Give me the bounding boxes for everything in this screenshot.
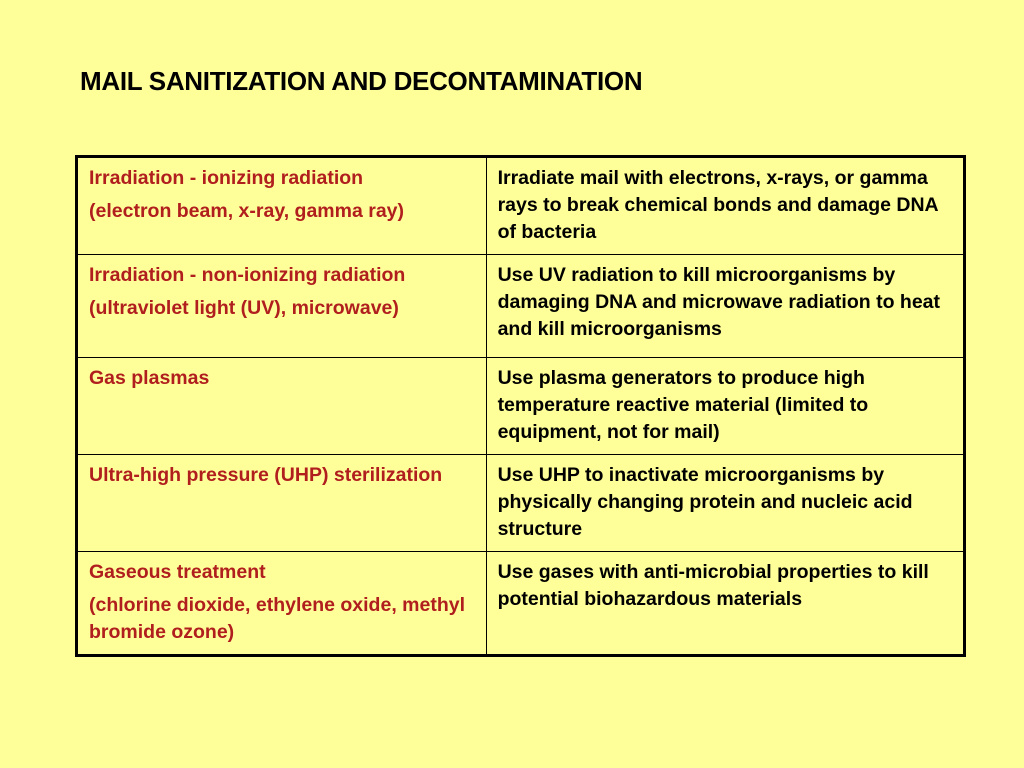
table-row <box>77 255 965 358</box>
method-detail: (chlorine dioxide, ethylene oxide, methyl bromide ozone) <box>89 594 466 643</box>
method-name: Irradiation - ionizing radiation <box>89 167 364 189</box>
method-cell <box>77 358 487 455</box>
method-name: Irradiation - non-ionizing radiation <box>89 264 406 286</box>
table-row <box>77 552 965 656</box>
method-name: Gaseous treatment <box>89 561 266 583</box>
description-cell: Use UV radiation to kill microorganisms by damaging DNA and microwave radiation to heat and kill microorganisms <box>486 255 964 358</box>
method-cell <box>77 455 487 552</box>
method-cell <box>77 552 487 656</box>
description-cell: Use UHP to inactivate microorganisms by physically changing protein and nucleic acid structure <box>486 455 964 552</box>
method-detail: (electron beam, x-ray, gamma ray) <box>89 200 405 222</box>
table-row <box>77 157 965 255</box>
method-detail: (ultraviolet light (UV), microwave) <box>89 297 399 319</box>
description-cell: Use plasma generators to produce high temperature reactive material (limited to equipment, not for mail) <box>486 358 964 455</box>
table-row <box>77 455 965 552</box>
method-name: Gas plasmas <box>89 367 210 389</box>
slide-title: MAIL SANITIZATION AND DECONTAMINATION <box>80 66 643 96</box>
method-cell <box>77 157 487 255</box>
decontamination-methods-table <box>75 155 966 657</box>
method-cell <box>77 255 487 358</box>
table-row <box>77 358 965 455</box>
description-cell: Irradiate mail with electrons, x-rays, or gamma rays to break chemical bonds and damage DNA of bacteria <box>486 157 964 255</box>
description-cell: Use gases with anti-microbial properties to kill potential biohazardous materials <box>486 552 964 656</box>
method-name: Ultra-high pressure (UHP) sterilization <box>89 464 443 486</box>
